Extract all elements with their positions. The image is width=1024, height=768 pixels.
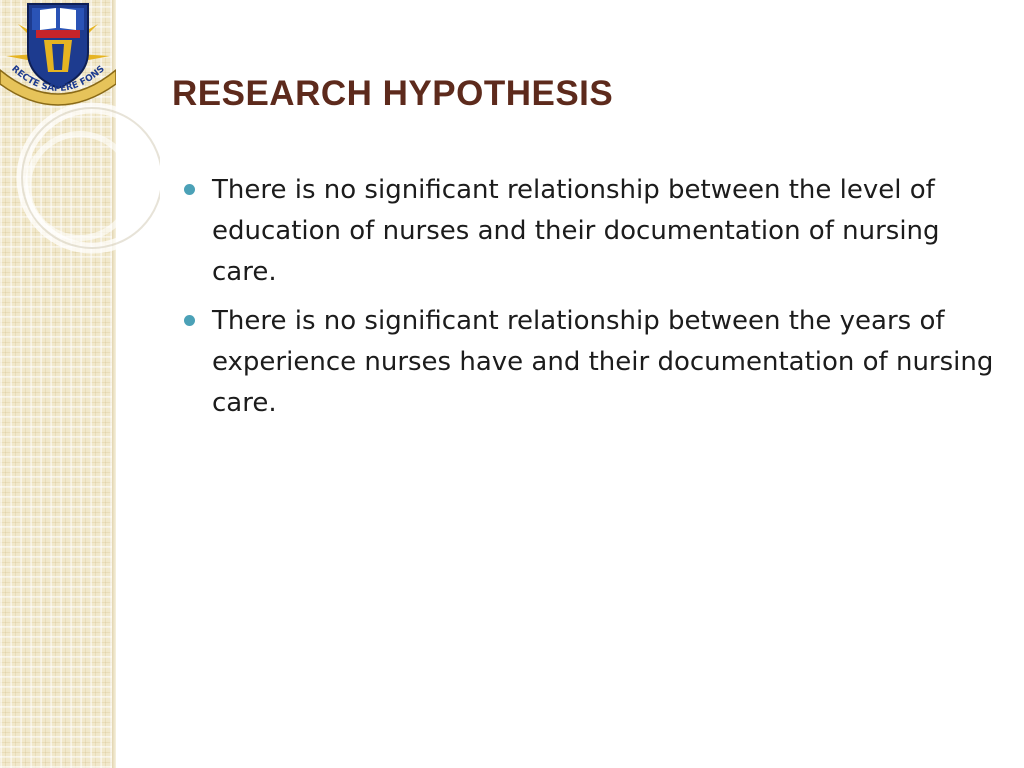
bullet-item	[184, 170, 994, 293]
decorative-rings	[0, 100, 160, 270]
bullet-dot-icon	[184, 315, 195, 326]
bullet-dot-icon	[184, 184, 195, 195]
bullet-text: There is no significant relationship between the years of experience nurses have and their documentation of nursing care.	[212, 306, 994, 418]
bullet-list	[184, 170, 994, 432]
bullet-text: There is no significant relationship between the level of education of nurses and their documentation of nursing care.	[212, 175, 940, 287]
university-crest-icon	[0, 0, 116, 110]
bullet-item	[184, 301, 994, 424]
crest-motto: RECTE SAPERE FONS	[9, 64, 107, 95]
slide-title: RESEARCH HYPOTHESIS	[172, 74, 614, 113]
